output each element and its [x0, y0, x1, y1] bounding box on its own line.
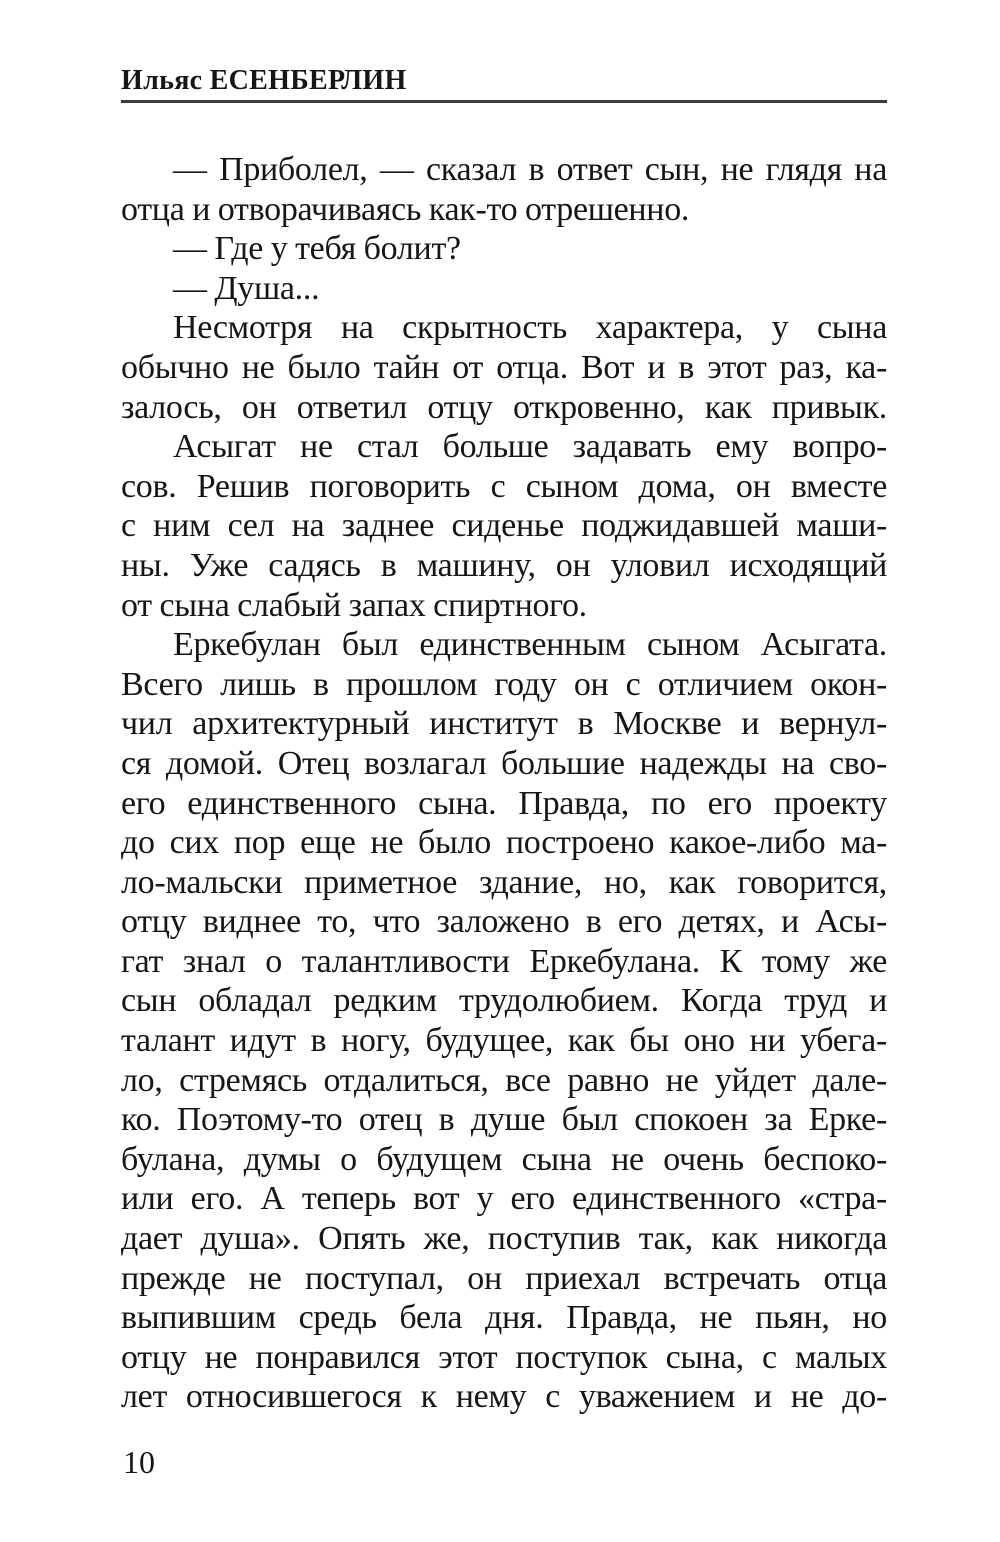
body-text	[121, 150, 887, 1417]
header-rule	[121, 100, 887, 103]
text-line: до сих пор еще не было построено какое-либо ма-	[121, 824, 887, 862]
running-header	[121, 66, 887, 96]
text-line: дает душа». Опять же, поступив так, как никогда	[121, 1220, 887, 1258]
text-line: лет относившегося к нему с уважением и не до-	[121, 1378, 887, 1416]
text-line: отца и отворачиваясь как-то отрешенно.	[121, 190, 690, 228]
text-line: булана, думы о будущем сына не очень беспоко-	[121, 1140, 887, 1178]
text-line: — Приболел, — сказал в ответ сын, не глядя на	[173, 151, 887, 188]
text-line: сов. Решив поговорить с сыном дома, он вместе	[121, 467, 887, 505]
text-line: ко. Поэтому-то отец в душе был спокоен за Ерке-	[121, 1101, 887, 1139]
text-line: ся домой. Отец возлагал большие надежды на сво-	[121, 744, 887, 782]
text-line: или его. А теперь вот у его единственного «стра-	[121, 1180, 887, 1218]
text-line: Всего лишь в прошлом году он с отличием окон-	[121, 665, 887, 703]
text-line: сын обладал редким трудолюбием. Когда труд и	[121, 982, 887, 1020]
text-line: отцу виднее то, что заложено в его детях, и Асы-	[121, 903, 887, 941]
text-line: Еркебулан был единственным сыном Асыгата.	[173, 626, 887, 664]
text-line: ло-мальски приметное здание, но, как говорится,	[121, 863, 887, 901]
text-line: талант идут в ногу, будущее, как бы оно ни убега-	[121, 1022, 887, 1060]
text-line: его единственного сына. Правда, по его проекту	[121, 784, 887, 822]
text-line: отцу не понравился этот поступок сына, с малых	[121, 1338, 887, 1376]
text-line: от сына слабый запах спиртного.	[121, 586, 587, 624]
text-line: гат знал о талантливости Еркебулана. К тому же	[121, 942, 887, 980]
text-line: обычно не было тайн от отца. Вот и в этот раз, ка-	[121, 348, 887, 386]
text-line: залось, он ответил отцу откровенно, как привык.	[121, 388, 887, 426]
author-name: Ильяс ЕСЕНБЕРЛИН	[121, 65, 407, 96]
text-line: ны. Уже садясь в машину, он уловил исходящий	[121, 546, 887, 584]
text-line: Несмотря на скрытность характера, у сына	[173, 309, 887, 347]
text-line: — Душа...	[173, 269, 320, 307]
text-line: прежде не поступал, он приехал встречать отца	[121, 1259, 887, 1297]
text-line: ло, стремясь отдалиться, все равно не уйдет дале-	[121, 1061, 887, 1099]
text-line: с ним сел на заднее сиденье поджидавшей маши-	[121, 507, 887, 545]
text-line: выпившим средь бела дня. Правда, не пьян, но	[121, 1299, 887, 1337]
page-number: 10	[123, 1444, 155, 1480]
text-line: чил архитектурный институт в Москве и вернул-	[121, 705, 887, 743]
text-line: — Где у тебя болит?	[173, 230, 461, 268]
text-line: Асыгат не стал больше задавать ему вопро-	[173, 428, 887, 466]
